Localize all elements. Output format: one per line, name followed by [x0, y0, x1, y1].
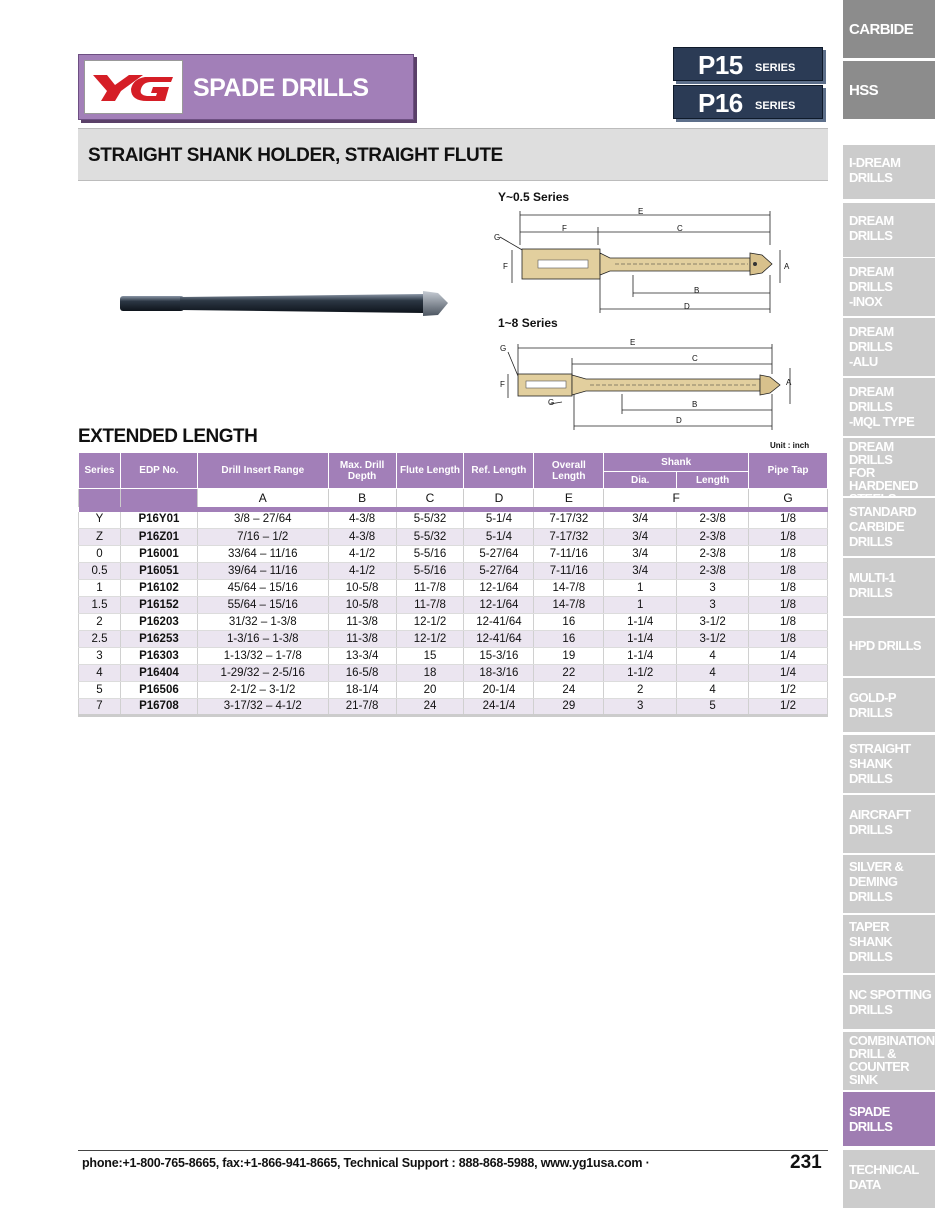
table-cell: 2-3/8: [677, 529, 749, 546]
table-cell: 1/8: [749, 631, 828, 648]
table-cell: 7-17/32: [534, 512, 604, 529]
table-cell: Y: [79, 512, 121, 529]
table-cell: 2: [79, 614, 121, 631]
product-photo: [118, 285, 453, 325]
table-body: [79, 512, 828, 716]
side-tab-gold-p[interactable]: GOLD-P DRILLS: [843, 678, 935, 732]
side-tab-aircraft[interactable]: AIRCRAFT DRILLS: [843, 795, 935, 853]
letter-c: C: [396, 489, 464, 507]
side-tab-dream-drills-mql[interactable]: DREAM DRILLS -MQL TYPE: [843, 378, 935, 436]
side-tab-carbide[interactable]: CARBIDE: [843, 0, 935, 58]
footer-contact: phone:+1-800-765-8665, fax:+1-866-941-8665, Technical Support : 888-868-5988, www.yg1usa.com ·: [82, 1156, 650, 1170]
dim-label: B: [694, 286, 700, 295]
dim-label: E: [630, 338, 636, 347]
diagram-bottom-title: 1~8 Series: [498, 316, 558, 330]
table-cell: 4-1/2: [328, 546, 396, 563]
side-tab-silver-deming[interactable]: SILVER & DEMING DRILLS: [843, 855, 935, 913]
table-cell: 1: [604, 597, 677, 614]
table-cell: 0.5: [79, 563, 121, 580]
letter-g: G: [749, 489, 828, 507]
table-cell: 3/8 – 27/64: [197, 512, 328, 529]
table-row: [79, 512, 828, 529]
table-cell: 4-1/2: [328, 563, 396, 580]
table-cell: 13-3/4: [328, 648, 396, 665]
table-cell: 5-1/4: [464, 512, 534, 529]
table-row: [79, 580, 828, 597]
page-number: 231: [790, 1152, 822, 1173]
table-cell: 24: [396, 699, 464, 716]
header-shank: Shank: [604, 453, 749, 472]
table-row: [79, 699, 828, 716]
letter-e: E: [534, 489, 604, 507]
table-cell: 1/8: [749, 580, 828, 597]
table-cell: 11-3/8: [328, 614, 396, 631]
table-cell: 3/4: [604, 563, 677, 580]
side-tab-dream-drills-hardened[interactable]: DREAM DRILLS FOR HARDENED: [843, 438, 935, 496]
table-cell: 1-1/4: [604, 648, 677, 665]
side-tab-multi-1[interactable]: MULTI-1 DRILLS: [843, 558, 935, 616]
table-cell: 4-3/8: [328, 512, 396, 529]
table-cell: 2-3/8: [677, 512, 749, 529]
side-tab-combination[interactable]: COMBINATION DRILL & COUNTER SINK: [843, 1032, 935, 1090]
table-cell: 3/4: [604, 546, 677, 563]
table-cell: 4-3/8: [328, 529, 396, 546]
table-cell: 1/8: [749, 563, 828, 580]
table-cell: 55/64 – 15/16: [197, 597, 328, 614]
section-title: EXTENDED LENGTH: [78, 426, 258, 447]
side-tab-hpd-drills[interactable]: HPD DRILLS: [843, 618, 935, 676]
table-cell: Z: [79, 529, 121, 546]
diagram-bottom: [490, 332, 800, 432]
letter-f: F: [604, 489, 749, 507]
dim-label: D: [676, 416, 682, 425]
table-cell: 12-1/2: [396, 614, 464, 631]
side-tab-straight-shank[interactable]: STRAIGHT SHANK DRILLS: [843, 735, 935, 793]
header-insert-range: Drill Insert Range: [197, 453, 328, 489]
table-cell: 18-1/4: [328, 682, 396, 699]
table-cell: 3: [604, 699, 677, 716]
table-cell: 3-1/2: [677, 614, 749, 631]
header-overall-length: Overall Length: [534, 453, 604, 489]
side-tab-dream-drills-alu[interactable]: DREAM DRILLS -ALU: [843, 318, 935, 376]
yg-logo: [84, 60, 183, 114]
table-cell: 7/16 – 1/2: [197, 529, 328, 546]
table-row: [79, 682, 828, 699]
table-cell: 3/4: [604, 512, 677, 529]
unit-label: Unit : inch: [770, 441, 810, 450]
table-cell: 1/4: [749, 665, 828, 682]
series-badge-p15: P15 SERIES: [673, 47, 823, 81]
header-pipe-tap: Pipe Tap: [749, 453, 828, 489]
table-cell: P16051: [120, 563, 197, 580]
table-cell: P16Z01: [120, 529, 197, 546]
table-cell: 4: [677, 665, 749, 682]
table-cell: 1-1/2: [604, 665, 677, 682]
table-cell: 31/32 – 1-3/8: [197, 614, 328, 631]
dim-label: G: [548, 398, 555, 407]
yg-logo-mark: [85, 61, 182, 113]
header-flute-length: Flute Length: [396, 453, 464, 489]
dim-label: G: [494, 233, 501, 242]
subtitle: STRAIGHT SHANK HOLDER, STRAIGHT FLUTE: [88, 145, 503, 166]
table-cell: 19: [534, 648, 604, 665]
table-cell: P16708: [120, 699, 197, 716]
side-tab-dream-drills-inox[interactable]: DREAM DRILLS -INOX: [843, 258, 935, 316]
table-cell: 2: [604, 682, 677, 699]
series-badge-p16: P16 SERIES: [673, 85, 823, 119]
table-cell: 3/4: [604, 529, 677, 546]
table-cell: 12-41/64: [464, 631, 534, 648]
side-tab-spade-drills[interactable]: SPADE DRILLS: [843, 1092, 935, 1146]
table-cell: 5-5/16: [396, 546, 464, 563]
diagram-top-title: Y~0.5 Series: [498, 190, 570, 204]
side-navigation: [843, 0, 935, 1210]
table-cell: 29: [534, 699, 604, 716]
table-cell: 3: [677, 580, 749, 597]
table-cell: P16102: [120, 580, 197, 597]
table-cell: 16: [534, 631, 604, 648]
footer-divider: [78, 1150, 828, 1151]
table-row: [79, 529, 828, 546]
side-tab-technical-data[interactable]: TECHNICAL DATA: [843, 1150, 935, 1208]
table-cell: 4: [677, 682, 749, 699]
table-cell: 1/8: [749, 512, 828, 529]
table-cell: 18: [396, 665, 464, 682]
table-cell: 1/8: [749, 529, 828, 546]
table-cell: 3: [79, 648, 121, 665]
dim-label: C: [692, 354, 698, 363]
table-cell: 16: [534, 614, 604, 631]
table-cell: 7-11/16: [534, 546, 604, 563]
table-row: [79, 597, 828, 614]
table-cell: 21-7/8: [328, 699, 396, 716]
table-cell: 1-13/32 – 1-7/8: [197, 648, 328, 665]
table-row: [79, 665, 828, 682]
table-cell: 39/64 – 11/16: [197, 563, 328, 580]
dim-label: F: [503, 262, 508, 271]
table-cell: 7-11/16: [534, 563, 604, 580]
table-cell: 5: [79, 682, 121, 699]
table-cell: 1/2: [749, 699, 828, 716]
table-cell: 5-27/64: [464, 546, 534, 563]
dim-label: B: [692, 400, 698, 409]
table-cell: P16203: [120, 614, 197, 631]
letter-d: D: [464, 489, 534, 507]
dim-label: C: [677, 224, 683, 233]
letter-a: A: [197, 489, 328, 507]
table-cell: 15: [396, 648, 464, 665]
table-cell: 20-1/4: [464, 682, 534, 699]
dim-label: F: [500, 380, 505, 389]
letter-b: B: [328, 489, 396, 507]
table-cell: P16152: [120, 597, 197, 614]
table-cell: P16Y01: [120, 512, 197, 529]
table-cell: P16303: [120, 648, 197, 665]
dim-label: D: [684, 302, 690, 311]
table-row: [79, 563, 828, 580]
table-cell: 1.5: [79, 597, 121, 614]
table-cell: 3-17/32 – 4-1/2: [197, 699, 328, 716]
table-cell: 1: [604, 580, 677, 597]
table-cell: 1-3/16 – 1-3/8: [197, 631, 328, 648]
table-cell: 2-1/2 – 3-1/2: [197, 682, 328, 699]
table-cell: 5-5/16: [396, 563, 464, 580]
table-cell: 1-29/32 – 2-5/16: [197, 665, 328, 682]
dim-label: F: [562, 224, 567, 233]
table-cell: 11-7/8: [396, 580, 464, 597]
table-cell: 16-5/8: [328, 665, 396, 682]
table-cell: 1: [79, 580, 121, 597]
side-tab-hss[interactable]: HSS: [843, 61, 935, 119]
table-cell: 24-1/4: [464, 699, 534, 716]
table-cell: 7: [79, 699, 121, 716]
side-tab-dream-drills[interactable]: DREAM DRILLS: [843, 203, 935, 257]
table-cell: 1/8: [749, 597, 828, 614]
table-cell: 10-5/8: [328, 580, 396, 597]
table-cell: 18-3/16: [464, 665, 534, 682]
table-cell: 1/8: [749, 546, 828, 563]
dim-label: A: [786, 378, 792, 387]
diagram-top: [490, 205, 800, 320]
svg-text:YG: YG: [93, 110, 95, 111]
table-cell: 5: [677, 699, 749, 716]
table-cell: 12-41/64: [464, 614, 534, 631]
table-cell: 1/4: [749, 648, 828, 665]
table-cell: 1-1/4: [604, 614, 677, 631]
table-cell: P16253: [120, 631, 197, 648]
table-cell: 1-1/4: [604, 631, 677, 648]
table-cell: 11-3/8: [328, 631, 396, 648]
header-edp: EDP No.: [120, 453, 197, 489]
table-cell: 5-27/64: [464, 563, 534, 580]
table-cell: 2-3/8: [677, 546, 749, 563]
table-cell: 12-1/2: [396, 631, 464, 648]
table-cell: 24: [534, 682, 604, 699]
side-tab-standard-carbide[interactable]: STANDARD CARBIDE DRILLS: [843, 498, 935, 556]
table-cell: 7-17/32: [534, 529, 604, 546]
table-cell: 12-1/64: [464, 580, 534, 597]
table-cell: P16506: [120, 682, 197, 699]
table-row: [79, 546, 828, 563]
table-cell: 1/8: [749, 614, 828, 631]
table-cell: 5-5/32: [396, 512, 464, 529]
table-cell: 20: [396, 682, 464, 699]
page-title: SPADE DRILLS: [193, 74, 369, 102]
table-cell: P16404: [120, 665, 197, 682]
side-tab-taper-shank[interactable]: TAPER SHANK DRILLS: [843, 915, 935, 973]
table-cell: 3: [677, 597, 749, 614]
table-cell: 2.5: [79, 631, 121, 648]
table-cell: 11-7/8: [396, 597, 464, 614]
header-shank-length: Length: [677, 472, 749, 489]
dim-label: E: [638, 207, 644, 216]
table-cell: 2-3/8: [677, 563, 749, 580]
table-row: [79, 614, 828, 631]
table-cell: P16001: [120, 546, 197, 563]
subtitle-bar: [78, 128, 828, 181]
table-cell: 5-1/4: [464, 529, 534, 546]
table-cell: 12-1/64: [464, 597, 534, 614]
table-row: [79, 631, 828, 648]
header-max-depth: Max. Drill Depth: [328, 453, 396, 489]
header-shank-dia: Dia.: [604, 472, 677, 489]
spec-table: [78, 452, 828, 717]
side-tab-i-dream-drills[interactable]: I-DREAM DRILLS: [843, 145, 935, 199]
table-cell: 15-3/16: [464, 648, 534, 665]
table-cell: 5-5/32: [396, 529, 464, 546]
table-cell: 10-5/8: [328, 597, 396, 614]
dim-label: G: [500, 344, 507, 353]
table-cell: 3-1/2: [677, 631, 749, 648]
table-cell: 14-7/8: [534, 597, 604, 614]
header-ref-length: Ref. Length: [464, 453, 534, 489]
table-cell: 22: [534, 665, 604, 682]
table-cell: 0: [79, 546, 121, 563]
table-cell: 4: [79, 665, 121, 682]
header-series: Series: [79, 453, 121, 489]
table-row: [79, 648, 828, 665]
table-cell: 33/64 – 11/16: [197, 546, 328, 563]
table-cell: 1/2: [749, 682, 828, 699]
side-tab-nc-spotting[interactable]: NC SPOTTING DRILLS: [843, 975, 935, 1029]
header-title-box: [78, 54, 414, 120]
table-cell: 14-7/8: [534, 580, 604, 597]
table-cell: 4: [677, 648, 749, 665]
dim-label: A: [784, 262, 790, 271]
table-cell: 45/64 – 15/16: [197, 580, 328, 597]
